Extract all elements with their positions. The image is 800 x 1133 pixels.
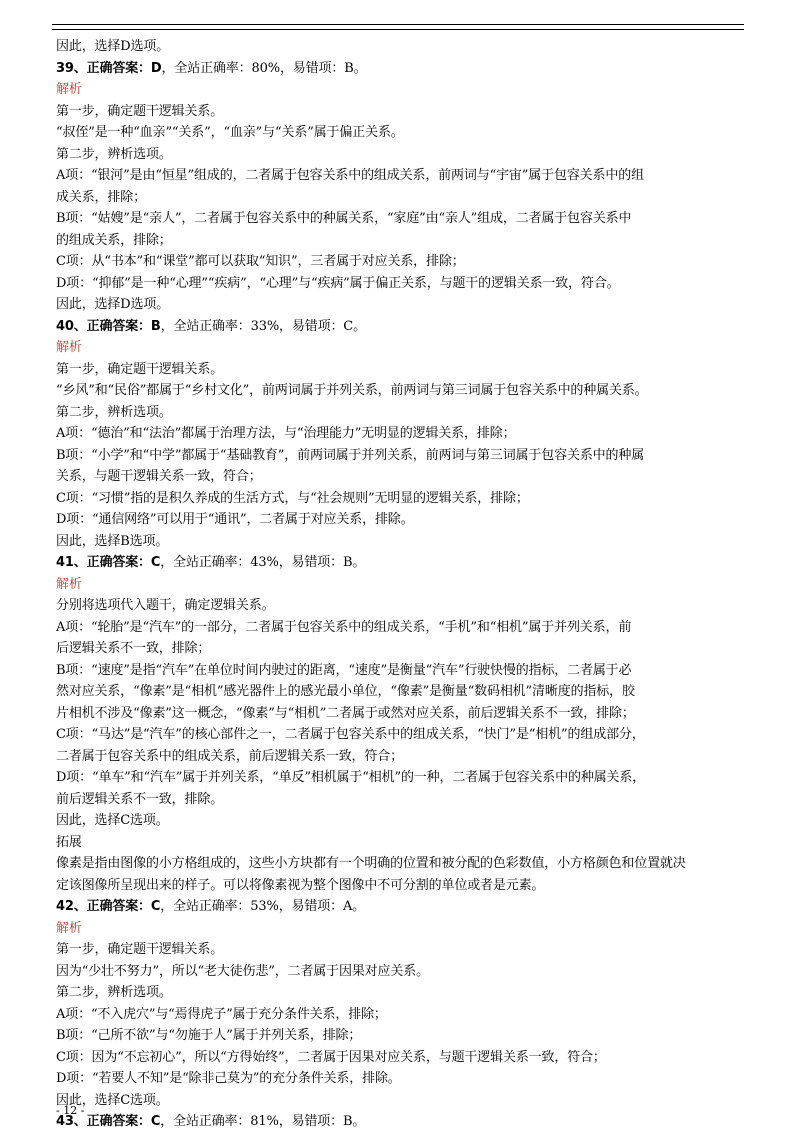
text-line: 第一步，确定题干逻辑关系。 xyxy=(56,361,224,377)
text-line: D项：“单车”和“汽车”属于并列关系，“单反”相机属于“相机”的一种，二者属于包容关系中的种属关系， xyxy=(56,770,646,785)
text-line: 前后逻辑关系不一致，排除。 xyxy=(56,791,224,807)
text-line: A项：“轮胎”是“汽车”的一部分，二者属于包容关系中的组成关系，“手机”和“相机”属于并列关系，前 xyxy=(56,619,632,635)
answer-label: 42、正确答案：C xyxy=(56,899,161,914)
text-line: A项：“银河”是由“恒星”组成的，二者属于包容关系中的组成关系，前两词与“宇宙”属于包容关系中的组 xyxy=(56,168,644,183)
text-line: 成关系，排除； xyxy=(56,189,146,205)
text-line: A项：“德治”和“法治”都属于治理方法，与“治理能力”无明显的逻辑关系，排除； xyxy=(56,426,516,441)
text-line: 二者属于包容关系中的组成关系，前后逻辑关系一致，符合； xyxy=(56,748,403,764)
answer-stats: ，全站正确率：43%，易错项：B。 xyxy=(160,555,366,570)
answer-stats: ，全站正确率：53%，易错项：A。 xyxy=(160,899,366,914)
text-line: 第一步，确定题干逻辑关系。 xyxy=(56,103,224,119)
text-line: C项：从“书本”和“课堂”都可以获取“知识”，三者属于对应关系，排除； xyxy=(56,254,465,269)
text-line: 关系，与题干逻辑关系一致，符合； xyxy=(56,469,262,484)
text-line: 然对应关系，“像素”是“相机”感光器件上的感光最小单位，“像素”是衡量“数码相机”清晰度的指标，胶 xyxy=(56,684,635,699)
analysis-heading: 解析 xyxy=(56,340,82,355)
analysis-heading: 解析 xyxy=(56,576,82,592)
text-line: A项：“不入虎穴”与“焉得虎子”属于充分条件关系，排除； xyxy=(56,1006,387,1022)
answer-line xyxy=(56,58,750,80)
text-line: 因此，选择B选项。 xyxy=(56,533,169,549)
text-line: “乡风”和“民俗”都属于“乡村文化”，前两词属于并列关系，前两词与第三词属于包容关系中的种属关系。 xyxy=(56,383,648,398)
answer-label: 41、正确答案：C xyxy=(56,555,161,570)
text-line: C项：因为“不忘初心”，所以“方得始终”，二者属于因果对应关系，与题干逻辑关系一致，符合； xyxy=(56,1049,606,1065)
answer-line xyxy=(56,552,750,574)
text-line: B项：“姑嫂”是“亲人”，二者属于包容关系中的种属关系，“家庭”由“亲人”组成，二者属于包容关系中 xyxy=(56,211,632,226)
answer-line xyxy=(56,316,750,338)
answer-stats: ，全站正确率：33%，易错项：C。 xyxy=(160,318,366,334)
text-line: 第二步，辨析选项。 xyxy=(56,146,172,162)
text-line: 第一步，确定题干逻辑关系。 xyxy=(56,942,224,957)
text-line: 第二步，辨析选项。 xyxy=(56,985,172,1000)
analysis-heading: 解析 xyxy=(56,920,82,936)
header-rule-thin xyxy=(52,29,744,30)
text-line: 第二步，辨析选项。 xyxy=(56,404,172,420)
text-line: 因此，选择C选项。 xyxy=(56,813,169,828)
header-rule-thick xyxy=(52,24,744,25)
text-line: 的组成关系，排除； xyxy=(56,232,172,248)
text-line: B项：“速度”是指“汽车”在单位时间内驶过的距离，“速度”是衡量“汽车”行驶快慢的指标，二者属于必 xyxy=(56,662,632,678)
text-line: D项：“若要人不知”是“除非己莫为”的充分条件关系，排除。 xyxy=(56,1071,401,1086)
answer-stats: ，全站正确率：80%，易错项：B。 xyxy=(161,60,367,76)
text-line: 分别将选项代入题干，确定逻辑关系。 xyxy=(56,598,275,613)
text-line: C项：“习惯”指的是积久养成的生活方式，与“社会规则”无明显的逻辑关系，排除； xyxy=(56,490,529,506)
text-line: 因此，选择C选项。 xyxy=(56,1092,169,1108)
analysis-heading: 解析 xyxy=(56,82,82,97)
answer-line xyxy=(56,896,750,918)
text-line: 因此，选择D选项。 xyxy=(56,39,170,54)
text-line: 片相机不涉及“像素”这一概念，“像素”与“相机”二者属于或然对应关系，前后逻辑关系不一致，排除； xyxy=(56,705,635,721)
page-number: - 12 - xyxy=(56,1104,85,1117)
text-line: B项：“小学”和“中学”都属于“基础教育”，前两词属于并列关系，前两词与第三词属于包容关系中的种属 xyxy=(56,447,645,463)
text-line: D项：“抑郁”是一种“心理”“疾病”，“心理”与“疾病”属于偏正关系，与题干的逻辑关系一致，符合。 xyxy=(56,275,620,291)
text-line: 拓展 xyxy=(56,834,82,850)
text-line: D项：“通信网络”可以用于“通讯”，二者属于对应关系，排除。 xyxy=(56,512,414,527)
text-line: 因此，选择D选项。 xyxy=(56,297,170,312)
document-body xyxy=(56,36,750,1133)
text-line: C项：“马达”是“汽车”的核心部件之一，二者属于包容关系中的组成关系，“快门”是“相机”的组成部分， xyxy=(56,727,645,742)
text-line: 像素是指由图像的小方格组成的，这些小方块都有一个明确的位置和被分配的色彩数值，小方格颜色和位置就决 xyxy=(56,856,686,871)
text-line: 因为“少壮不努力”，所以“老大徒伤悲”，二者属于因果对应关系。 xyxy=(56,963,429,979)
text-line: 定该图像所呈现出来的样子。可以将像素视为整个图像中不可分割的单位或者是元素。 xyxy=(56,877,545,893)
answer-stats: ，全站正确率：81%，易错项：B。 xyxy=(160,1114,366,1129)
answer-line xyxy=(56,1111,750,1133)
text-line: 后逻辑关系不一致，排除； xyxy=(56,641,211,656)
text-line: B项：“己所不欲”与“勿施于人”属于并列关系，排除； xyxy=(56,1028,362,1043)
answer-label: 39、正确答案：D xyxy=(56,60,162,76)
answer-label: 40、正确答案：B xyxy=(56,318,161,334)
text-line: “叔侄”是一种“血亲”“关系”，“血亲”与“关系”属于偏正关系。 xyxy=(56,125,404,140)
answer-label: 43、正确答案：C xyxy=(56,1114,161,1129)
